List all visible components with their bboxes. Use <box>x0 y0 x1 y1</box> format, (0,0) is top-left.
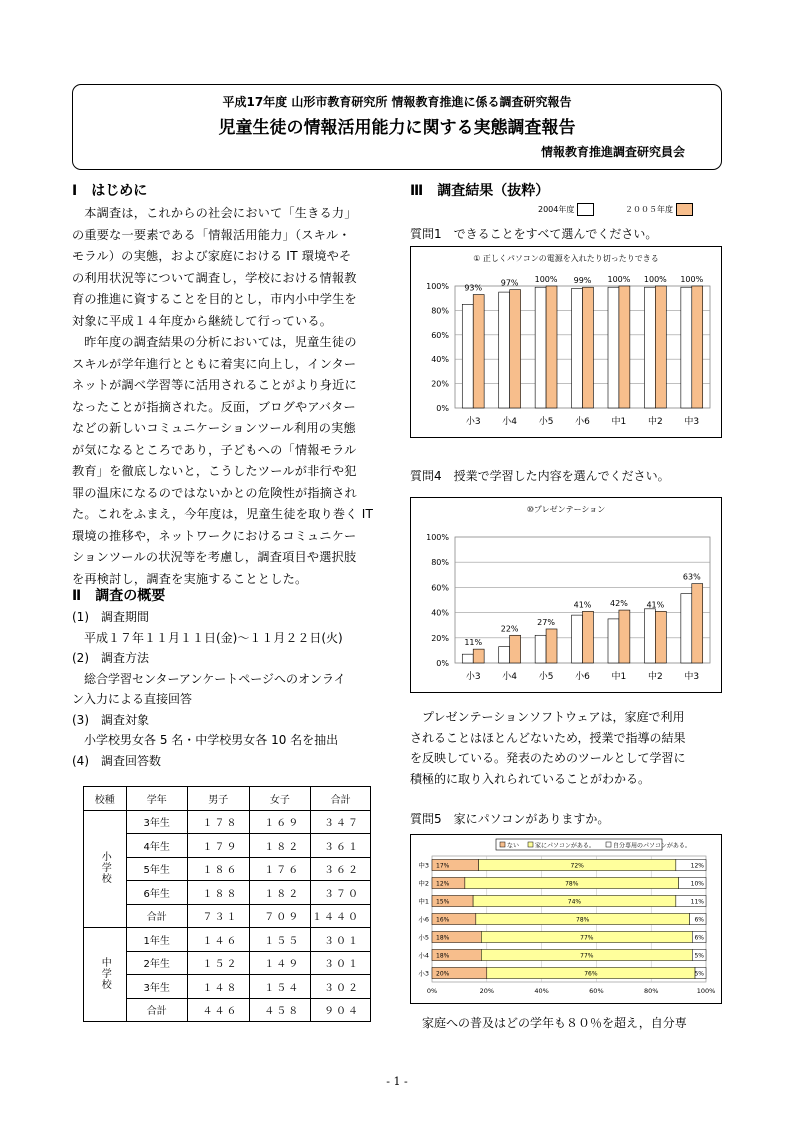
table-cell: ３６１ <box>311 834 371 858</box>
table-cell: １４８ <box>187 975 249 999</box>
data-label: 74% <box>567 898 582 906</box>
chart-title: ⑩プレゼンテーション <box>526 505 606 514</box>
bar <box>535 635 546 663</box>
outline-item-label: (2) 調査方法 <box>72 651 149 665</box>
text-line: を再検討し，調査を実施することとした。 <box>72 571 308 586</box>
table-header-cell: 女子 <box>249 787 311 811</box>
y-tick-label: 小3 <box>418 969 429 978</box>
bar <box>583 611 594 663</box>
bar <box>462 304 473 408</box>
table-cell: 5年生 <box>126 857 187 881</box>
table-cell: １８２ <box>249 881 311 905</box>
table-header-row <box>84 787 371 811</box>
report-header <box>72 84 722 170</box>
table-cell: ３０１ <box>311 928 371 952</box>
legend-swatch <box>606 842 611 847</box>
data-label: 93% <box>464 283 483 293</box>
bar <box>644 609 655 663</box>
legend-2005-label: ２００５年度 <box>625 205 673 214</box>
x-tick-label: 中1 <box>611 672 627 682</box>
data-label: 18% <box>436 934 450 942</box>
header-subtitle: 平成17年度 山形市教育研究所 情報教育推進に係る調査研究報告 <box>222 95 572 109</box>
table-header-cell: 男子 <box>187 787 249 811</box>
x-tick-label: 小3 <box>465 672 481 682</box>
table-row <box>84 810 371 834</box>
table-cell: ３６２ <box>311 857 371 881</box>
y-tick-label: 80% <box>431 558 449 568</box>
data-label: 12% <box>690 862 704 870</box>
outline-item-body: ン入力による直接回答 <box>72 692 193 706</box>
bar <box>473 649 484 663</box>
y-tick-label: 小5 <box>418 933 429 942</box>
table-cell: 合計 <box>126 998 187 1022</box>
text-line: 本調査は，これからの社会において「生きる力」 <box>84 206 357 220</box>
outline-item-label: (3) 調査対象 <box>72 712 149 727</box>
table-row <box>84 904 371 928</box>
bar <box>619 610 630 663</box>
table-row <box>84 928 371 952</box>
bar <box>546 629 557 663</box>
bar <box>499 292 510 408</box>
bar <box>619 286 630 408</box>
data-label: 10% <box>690 880 704 888</box>
data-label: 11% <box>464 638 483 648</box>
x-tick-label: 小3 <box>465 417 481 427</box>
bar <box>644 287 655 408</box>
table-row <box>84 881 371 905</box>
table-cell: 3年生 <box>126 975 187 999</box>
data-label: 99% <box>573 276 592 286</box>
legend-2004-label: 2004年度 <box>538 205 575 214</box>
y-tick-label: 0% <box>436 404 449 413</box>
table-row <box>84 857 371 881</box>
x-tick-label: 40% <box>534 987 549 995</box>
bar <box>510 290 521 408</box>
data-label: 100% <box>680 275 704 284</box>
y-tick-label: 100% <box>426 533 449 542</box>
x-tick-label: 0% <box>426 987 438 995</box>
text-line: が気になるところであり，子どもへの「情報モラル <box>72 442 357 457</box>
legend-2005-swatch <box>676 203 693 216</box>
table-cell: ４４６ <box>187 998 249 1022</box>
y-tick-label: 小4 <box>418 951 429 960</box>
text-line: 対象に平成１４年度から継続して行っている。 <box>72 313 333 328</box>
text-line: を反映している。発表のためのツールとして学習に <box>410 751 686 765</box>
table-cell: ７０９ <box>249 904 311 928</box>
table-cell: １４９ <box>249 951 311 975</box>
table-cell: １４６ <box>187 928 249 952</box>
table-cell: １６９ <box>249 810 311 834</box>
x-tick-label: 60% <box>589 987 604 995</box>
page-number: - 1 - <box>386 1075 408 1088</box>
outline-item-body: 小学校男女各 5 名・中学校男女各 10 名を抽出 <box>84 733 339 747</box>
bar <box>608 619 619 663</box>
y-tick-label: 60% <box>431 583 449 593</box>
table-header-cell: 校種 <box>84 787 127 811</box>
chart-title: ① 正しくパソコンの電源を入れたり切ったりできる <box>473 254 659 263</box>
y-tick-label: 小6 <box>418 915 429 924</box>
intro-paragraph-2 <box>72 332 392 590</box>
x-tick-label: 小4 <box>502 672 518 682</box>
text-line: 育の推進に資することを目的とし，市内小中学生を <box>72 292 357 306</box>
data-label: 63% <box>682 572 701 582</box>
bar <box>692 584 703 663</box>
data-label: 42% <box>610 599 628 609</box>
school-type-label: 中学校 <box>99 956 111 990</box>
data-label: 17% <box>436 862 450 870</box>
y-tick-label: 中1 <box>418 897 429 906</box>
bar <box>608 287 619 408</box>
chart-home-pc <box>410 834 722 1004</box>
text-line: 環境の推移や，ネットワークにおけるコミュニケー <box>72 528 357 543</box>
x-tick-label: 小5 <box>538 672 554 682</box>
y-tick-label: 40% <box>431 355 449 365</box>
data-label: 76% <box>584 970 598 978</box>
y-tick-label: 中2 <box>418 879 429 888</box>
bar <box>510 635 521 663</box>
section-1-body <box>72 203 392 590</box>
outline-item-body: 平成１７年１１月１１日(金)～１１月２２日(火) <box>84 630 343 645</box>
home-pc-comment: 家庭への普及はどの学年も８０％を超え，自分専 <box>422 1016 687 1030</box>
school-type-cell <box>84 810 127 928</box>
table-cell: １５２ <box>187 951 249 975</box>
bar <box>572 288 583 408</box>
x-tick-label: 中2 <box>647 417 663 427</box>
data-label: 18% <box>436 952 450 960</box>
bar <box>499 647 510 663</box>
bar <box>572 615 583 663</box>
table-cell: ３４７ <box>311 810 371 834</box>
data-label: 100% <box>643 275 667 284</box>
table-cell: １８２ <box>249 834 311 858</box>
x-tick-label: 小6 <box>575 672 590 682</box>
report-author: 情報教育推進調査研究員会 <box>540 145 685 159</box>
table-header-cell: 合計 <box>311 787 371 811</box>
table-cell: ７３１ <box>187 904 249 928</box>
data-label: 16% <box>436 916 450 924</box>
text-line: されることはほとんどないため，授業で指導の結果 <box>410 730 686 745</box>
table-cell: 1年生 <box>126 928 187 952</box>
data-label: 77% <box>580 952 594 960</box>
chart-presentation <box>410 497 722 693</box>
bar <box>473 295 484 408</box>
survey-outline <box>72 607 392 771</box>
text-line: 教育」を徹底しないと，こうしたツールが非行や犯 <box>72 464 357 478</box>
table-cell: ３０２ <box>311 975 371 999</box>
table-cell: １５４ <box>249 975 311 999</box>
y-tick-label: 60% <box>431 330 449 340</box>
chart-power-on-off <box>410 246 722 438</box>
y-tick-label: 100% <box>426 282 449 291</box>
x-tick-label: 20% <box>479 987 495 995</box>
table-row <box>84 834 371 858</box>
y-tick-label: 20% <box>431 379 449 389</box>
text-line: スキルが学年進行とともに着実に向上し，インター <box>72 356 357 371</box>
response-count-table <box>83 786 371 1022</box>
bar <box>535 287 546 408</box>
legend-swatch <box>528 842 533 847</box>
data-label: 12% <box>436 880 450 888</box>
legend-label: 自分専用のパソコンがある。 <box>613 842 691 850</box>
data-label: 15% <box>436 898 450 906</box>
table-cell: ９０４ <box>311 998 371 1022</box>
table-cell: ４５８ <box>249 998 311 1022</box>
chart-legend-years <box>538 203 693 216</box>
legend-label: ない <box>507 842 520 850</box>
bar <box>692 286 703 408</box>
table-cell: 4年生 <box>126 834 187 858</box>
table-cell: 3年生 <box>126 810 187 834</box>
bar <box>462 654 473 663</box>
table-row <box>84 951 371 975</box>
x-tick-label: 小5 <box>538 417 554 427</box>
section-2-heading: Ⅱ 調査の概要 <box>72 588 166 604</box>
data-label: 77% <box>580 934 594 942</box>
question-5: 質問5 家にパソコンがありますか。 <box>410 812 610 826</box>
table-cell: １４４０ <box>311 904 371 928</box>
school-type-cell <box>84 928 127 1022</box>
x-tick-label: 100% <box>696 987 716 995</box>
data-label: 41% <box>646 600 665 610</box>
text-line: プレゼンテーションソフトウェアは，家庭で利用 <box>422 710 685 724</box>
data-label: 100% <box>534 275 558 284</box>
question-1: 質問1 できることをすべて選んでください。 <box>410 227 658 241</box>
outline-item-body: 総合学習センターアンケートページへのオンライ <box>84 671 346 686</box>
table-row <box>84 975 371 999</box>
x-tick-label: 中1 <box>611 417 627 427</box>
x-tick-label: 80% <box>643 987 659 995</box>
bar <box>655 611 666 663</box>
data-label: 6% <box>694 916 704 924</box>
y-tick-label: 0% <box>436 659 449 668</box>
data-label: 6% <box>694 934 704 942</box>
x-tick-label: 小4 <box>502 417 518 427</box>
data-label: 97% <box>500 278 519 288</box>
table-cell: ３０１ <box>311 951 371 975</box>
text-line: 積極的に取り入れられていることがわかる。 <box>410 771 651 786</box>
data-label: 20% <box>436 970 450 978</box>
y-tick-label: 40% <box>431 608 449 618</box>
bar <box>681 287 692 408</box>
intro-paragraph-1 <box>72 203 392 332</box>
data-label: 5% <box>694 952 704 960</box>
bar <box>546 286 557 408</box>
table-cell: １５５ <box>249 928 311 952</box>
text-line: の利用状況等について調査し，学校における情報教 <box>72 270 357 285</box>
table-cell: 6年生 <box>126 881 187 905</box>
text-line: の重要な一要素である「情報活用能力」（スキル・ <box>72 227 351 242</box>
table-cell: １８８ <box>187 881 249 905</box>
data-label: 5% <box>694 970 704 978</box>
section-3-heading: Ⅲ 調査結果（抜粋） <box>410 183 550 199</box>
y-tick-label: 20% <box>431 633 449 643</box>
table-cell: １８６ <box>187 857 249 881</box>
text-line: ネットが調べ学習等に活用されることがより身近に <box>72 378 357 392</box>
bar <box>681 594 692 663</box>
table-cell: １７９ <box>187 834 249 858</box>
y-tick-label: 80% <box>431 306 449 316</box>
data-label: 78% <box>576 916 590 924</box>
y-tick-label: 中3 <box>418 861 429 870</box>
outline-item-label: (1) 調査期間 <box>72 610 149 624</box>
text-line: なったことが指摘された。反面，ブログやアバター <box>72 399 356 414</box>
x-tick-label: 中2 <box>647 672 663 682</box>
presentation-comment <box>410 707 728 789</box>
text-line: 罪の温床になるのではないかとの危険性が指摘され <box>72 485 357 500</box>
data-label: 22% <box>500 624 519 634</box>
data-label: 41% <box>573 600 592 610</box>
outline-item-label: (4) 調査回答数 <box>72 753 161 768</box>
table-row <box>84 998 371 1022</box>
data-label: 72% <box>570 862 584 870</box>
text-line: ションツールの状況等を考慮し，調査項目や選択肢 <box>72 550 357 564</box>
text-line: などの新しいコミュニケーションツール利用の実態 <box>72 421 356 435</box>
report-title: 児童生徒の情報活用能力に関する実態調査報告 <box>218 118 576 138</box>
x-tick-label: 中3 <box>684 417 700 427</box>
table-cell: ３７０ <box>311 881 371 905</box>
question-4: 質問4 授業で学習した内容を選んでください。 <box>410 469 670 483</box>
table-cell: １７８ <box>187 810 249 834</box>
bar <box>655 286 666 408</box>
legend-label: 家にパソコンがある。 <box>535 842 595 850</box>
legend-2004-swatch <box>577 203 594 216</box>
text-line: た。これをふまえ，今年度は，児童生徒を取り巻く IT <box>72 507 374 521</box>
section-1-heading: Ⅰ はじめに <box>72 183 148 199</box>
data-label: 11% <box>690 898 704 906</box>
school-type-label: 小学校 <box>99 850 111 884</box>
table-cell: 2年生 <box>126 951 187 975</box>
x-tick-label: 中3 <box>684 672 700 682</box>
x-tick-label: 小6 <box>575 417 590 427</box>
table-header-cell: 学年 <box>126 787 187 811</box>
data-label: 27% <box>537 617 555 627</box>
table-cell: １７６ <box>249 857 311 881</box>
data-label: 100% <box>607 275 631 284</box>
bar <box>583 287 594 408</box>
text-line: モラル）の実態，および家庭における IT 環境やそ <box>72 249 352 263</box>
text-line: 昨年度の調査結果の分析においては，児童生徒の <box>84 335 357 349</box>
data-label: 78% <box>565 880 579 888</box>
table-cell: 合計 <box>126 904 187 928</box>
legend-swatch <box>500 842 505 847</box>
